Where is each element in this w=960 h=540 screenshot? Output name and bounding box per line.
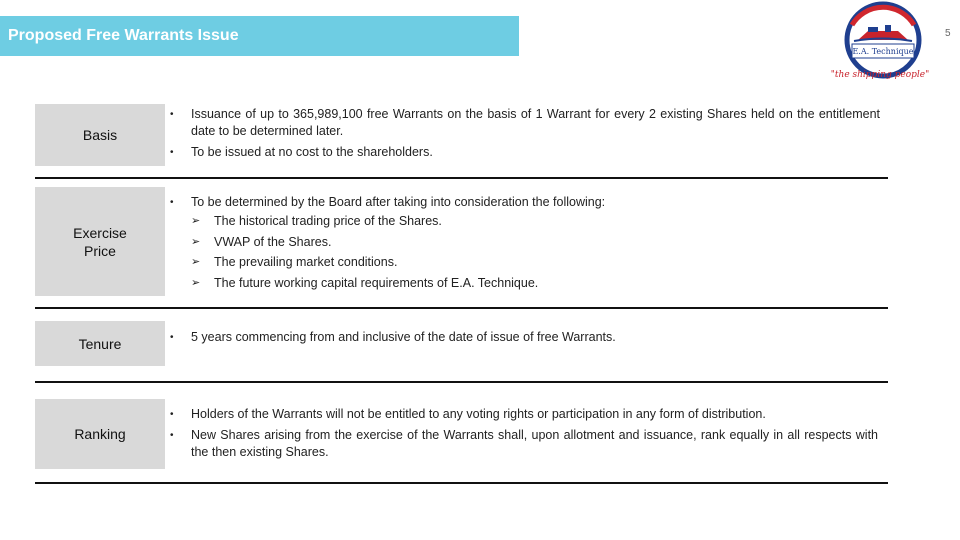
bullet-icon: • bbox=[170, 109, 174, 120]
bullet-text: 5 years commencing from and inclusive of the date of issue of free Warrants. bbox=[191, 330, 616, 344]
section-divider bbox=[35, 177, 888, 179]
sub-item-text: VWAP of the Shares. bbox=[214, 234, 332, 249]
section-label-basis bbox=[35, 104, 165, 166]
exercise-price-bullets bbox=[168, 194, 880, 293]
basis-bullets bbox=[168, 106, 880, 161]
arrow-bullet-icon: ➢ bbox=[191, 256, 201, 268]
bullet-item bbox=[168, 406, 880, 423]
bullet-icon: • bbox=[170, 409, 174, 420]
bullet-item bbox=[168, 427, 880, 461]
page-number: 5 bbox=[945, 28, 951, 39]
section-label-text: Basis bbox=[82, 127, 118, 143]
page-title: Proposed Free Warrants Issue bbox=[8, 27, 239, 44]
ranking-bullets bbox=[168, 406, 880, 461]
sub-item bbox=[168, 252, 880, 273]
section-label-tenure bbox=[35, 321, 165, 366]
bullet-item bbox=[168, 194, 880, 211]
logo-text: E.A. Technique bbox=[852, 47, 914, 56]
section-label-text: Ranking bbox=[74, 426, 126, 442]
bullet-text: Holders of the Warrants will not be entitled to any voting rights or participation in any form of distribution. bbox=[191, 407, 766, 421]
bullet-icon: • bbox=[170, 332, 174, 343]
section-divider bbox=[35, 381, 888, 383]
bullet-icon: • bbox=[170, 147, 174, 158]
bullet-text: To be determined by the Board after taking into consideration the following: bbox=[191, 195, 606, 209]
tenure-bullets bbox=[168, 329, 880, 346]
sub-item bbox=[168, 211, 880, 232]
bullet-text: To be issued at no cost to the shareholders. bbox=[191, 145, 433, 159]
section-label-exercise-price bbox=[35, 187, 165, 296]
bullet-icon: • bbox=[170, 430, 174, 441]
section-label-ranking bbox=[35, 399, 165, 469]
section-label-text: Exercise bbox=[73, 224, 127, 241]
bullet-item bbox=[168, 106, 880, 140]
section-divider bbox=[35, 307, 888, 309]
bullet-icon: • bbox=[170, 197, 174, 208]
bullet-item bbox=[168, 329, 880, 346]
sub-item-text: The prevailing market conditions. bbox=[214, 255, 398, 269]
sub-item-text: The future working capital requirements of E.A. Technique. bbox=[214, 275, 539, 290]
section-label-text: Price bbox=[84, 242, 116, 259]
bullet-text: New Shares arising from the exercise of the Warrants shall, upon allotment and issuance, rank equally in all respects with the then existing Shares. bbox=[191, 428, 878, 459]
arrow-bullet-icon: ➢ bbox=[191, 276, 201, 289]
sub-item bbox=[168, 273, 880, 294]
title-banner bbox=[0, 16, 519, 56]
sub-item-text: The historical trading price of the Shares. bbox=[214, 214, 442, 228]
section-label-text: Tenure bbox=[78, 335, 122, 352]
arrow-bullet-icon: ➢ bbox=[191, 215, 201, 227]
bullet-text: Issuance of up to 365,989,100 free Warrants on the basis of 1 Warrant for every 2 existing Shares held on the entitlement date to be determined later. bbox=[191, 107, 880, 138]
logo-tagline: "the shipping people" bbox=[830, 70, 930, 80]
bullet-item bbox=[168, 144, 880, 161]
arrow-bullet-icon: ➢ bbox=[191, 235, 201, 248]
sub-item bbox=[168, 232, 880, 253]
section-divider bbox=[35, 482, 888, 484]
